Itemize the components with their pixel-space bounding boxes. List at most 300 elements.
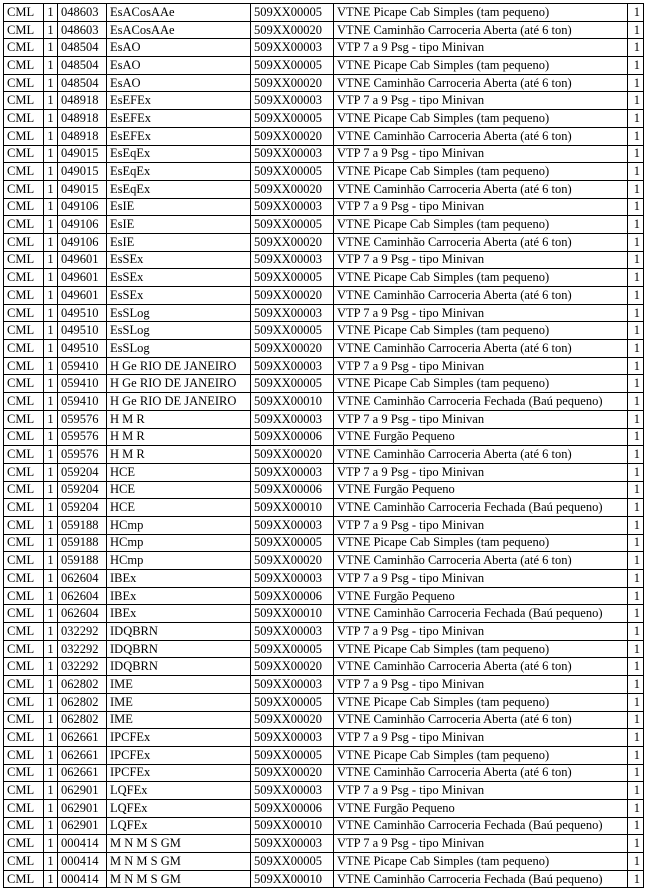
command-cell: CML [4,623,44,641]
table-row [4,428,644,446]
command-cell: CML [4,74,44,92]
unit-code-cell: 059204 [58,481,107,499]
unit-code-cell: 048504 [58,74,107,92]
item-code-cell: 509XX00020 [251,764,334,782]
vehicle-description-cell: VTNE Caminhão Carroceria Aberta (até 6 ton) [334,340,628,358]
unit-name-cell: HCmp [107,534,251,552]
level-cell: 1 [44,711,58,729]
vehicle-description-cell: VTNE Picape Cab Simples (tam pequeno) [334,375,628,393]
vehicle-description-cell: VTNE Caminhão Carroceria Aberta (até 6 ton) [334,552,628,570]
unit-name-cell: LQFEx [107,817,251,835]
unit-name-cell: EsIE [107,216,251,234]
command-cell: CML [4,570,44,588]
vehicle-description-cell: VTP 7 a 9 Psg - tipo Minivan [334,304,628,322]
quantity-cell: 1 [628,782,644,800]
unit-code-cell: 048504 [58,57,107,75]
vehicle-description-cell: VTNE Caminhão Carroceria Aberta (até 6 ton) [334,658,628,676]
quantity-cell: 1 [628,729,644,747]
unit-name-cell: EsACosAAe [107,21,251,39]
command-cell: CML [4,693,44,711]
vehicle-description-cell: VTP 7 a 9 Psg - tipo Minivan [334,145,628,163]
item-code-cell: 509XX00020 [251,74,334,92]
unit-code-cell: 048504 [58,39,107,57]
vehicle-description-cell: VTNE Caminhão Carroceria Fechada (Baú pequeno) [334,499,628,517]
vehicle-description-cell: VTP 7 a 9 Psg - tipo Minivan [334,39,628,57]
command-cell: CML [4,39,44,57]
unit-name-cell: IME [107,693,251,711]
item-code-cell: 509XX00003 [251,39,334,57]
vehicle-description-cell: VTNE Picape Cab Simples (tam pequeno) [334,746,628,764]
item-code-cell: 509XX00020 [251,233,334,251]
vehicle-description-cell: VTNE Caminhão Carroceria Aberta (até 6 ton) [334,127,628,145]
vehicle-description-cell: VTNE Picape Cab Simples (tam pequeno) [334,693,628,711]
command-cell: CML [4,552,44,570]
table-row [4,287,644,305]
item-code-cell: 509XX00003 [251,304,334,322]
unit-name-cell: EsSEx [107,287,251,305]
unit-name-cell: H Ge RIO DE JANEIRO [107,375,251,393]
level-cell: 1 [44,799,58,817]
vehicle-description-cell: VTNE Picape Cab Simples (tam pequeno) [334,269,628,287]
quantity-cell: 1 [628,180,644,198]
vehicle-description-cell: VTNE Picape Cab Simples (tam pequeno) [334,163,628,181]
level-cell: 1 [44,269,58,287]
level-cell: 1 [44,693,58,711]
vehicle-description-cell: VTNE Furgão Pequeno [334,481,628,499]
level-cell: 1 [44,428,58,446]
quantity-cell: 1 [628,393,644,411]
table-row [4,92,644,110]
command-cell: CML [4,4,44,22]
vehicle-description-cell: VTNE Caminhão Carroceria Aberta (até 6 ton) [334,74,628,92]
table-row [4,853,644,871]
quantity-cell: 1 [628,499,644,517]
unit-code-cell: 049510 [58,304,107,322]
item-code-cell: 509XX00020 [251,340,334,358]
quantity-cell: 1 [628,853,644,871]
vehicle-description-cell: VTNE Caminhão Carroceria Fechada (Baú pequeno) [334,870,628,888]
table-row [4,658,644,676]
table-row [4,499,644,517]
unit-code-cell: 059410 [58,357,107,375]
quantity-cell: 1 [628,74,644,92]
command-cell: CML [4,799,44,817]
unit-name-cell: IME [107,711,251,729]
table-row [4,676,644,694]
item-code-cell: 509XX00020 [251,552,334,570]
unit-code-cell: 062901 [58,817,107,835]
quantity-cell: 1 [628,711,644,729]
unit-code-cell: 062802 [58,676,107,694]
unit-code-cell: 062604 [58,570,107,588]
level-cell: 1 [44,623,58,641]
command-cell: CML [4,428,44,446]
unit-code-cell: 049601 [58,287,107,305]
unit-name-cell: M N M S GM [107,853,251,871]
table-row [4,180,644,198]
unit-code-cell: 062901 [58,782,107,800]
unit-code-cell: 059188 [58,534,107,552]
command-cell: CML [4,534,44,552]
command-cell: CML [4,605,44,623]
table-row [4,729,644,747]
vehicle-description-cell: VTNE Picape Cab Simples (tam pequeno) [334,534,628,552]
command-cell: CML [4,587,44,605]
unit-name-cell: M N M S GM [107,835,251,853]
vehicle-description-cell: VTNE Caminhão Carroceria Aberta (até 6 ton) [334,233,628,251]
command-cell: CML [4,853,44,871]
unit-name-cell: EsSEx [107,251,251,269]
item-code-cell: 509XX00003 [251,729,334,747]
quantity-cell: 1 [628,835,644,853]
level-cell: 1 [44,481,58,499]
table-body [4,4,644,888]
table-row [4,782,644,800]
quantity-cell: 1 [628,693,644,711]
level-cell: 1 [44,410,58,428]
unit-code-cell: 048918 [58,127,107,145]
table-row [4,375,644,393]
item-code-cell: 509XX00010 [251,817,334,835]
level-cell: 1 [44,145,58,163]
command-cell: CML [4,764,44,782]
level-cell: 1 [44,446,58,464]
level-cell: 1 [44,552,58,570]
command-cell: CML [4,746,44,764]
level-cell: 1 [44,658,58,676]
vehicle-description-cell: VTP 7 a 9 Psg - tipo Minivan [334,623,628,641]
vehicle-description-cell: VTP 7 a 9 Psg - tipo Minivan [334,410,628,428]
level-cell: 1 [44,251,58,269]
level-cell: 1 [44,4,58,22]
level-cell: 1 [44,746,58,764]
table-row [4,233,644,251]
quantity-cell: 1 [628,340,644,358]
quantity-cell: 1 [628,163,644,181]
command-cell: CML [4,375,44,393]
command-cell: CML [4,499,44,517]
unit-name-cell: EsEqEx [107,145,251,163]
unit-code-cell: 032292 [58,623,107,641]
level-cell: 1 [44,640,58,658]
command-cell: CML [4,322,44,340]
vehicle-description-cell: VTP 7 a 9 Psg - tipo Minivan [334,835,628,853]
unit-code-cell: 049015 [58,163,107,181]
level-cell: 1 [44,304,58,322]
command-cell: CML [4,127,44,145]
unit-code-cell: 062901 [58,799,107,817]
vehicle-description-cell: VTP 7 a 9 Psg - tipo Minivan [334,676,628,694]
unit-code-cell: 000414 [58,870,107,888]
table-row [4,640,644,658]
command-cell: CML [4,782,44,800]
table-row [4,198,644,216]
level-cell: 1 [44,835,58,853]
quantity-cell: 1 [628,233,644,251]
table-row [4,764,644,782]
table-row [4,587,644,605]
item-code-cell: 509XX00005 [251,534,334,552]
unit-name-cell: H Ge RIO DE JANEIRO [107,393,251,411]
item-code-cell: 509XX00003 [251,570,334,588]
quantity-cell: 1 [628,57,644,75]
quantity-cell: 1 [628,605,644,623]
unit-code-cell: 062661 [58,764,107,782]
unit-name-cell: M N M S GM [107,870,251,888]
command-cell: CML [4,304,44,322]
quantity-cell: 1 [628,410,644,428]
command-cell: CML [4,658,44,676]
quantity-cell: 1 [628,746,644,764]
unit-name-cell: EsIE [107,233,251,251]
item-code-cell: 509XX00003 [251,92,334,110]
unit-code-cell: 062661 [58,729,107,747]
vehicle-description-cell: VTP 7 a 9 Psg - tipo Minivan [334,463,628,481]
item-code-cell: 509XX00020 [251,446,334,464]
quantity-cell: 1 [628,552,644,570]
vehicle-description-cell: VTNE Picape Cab Simples (tam pequeno) [334,110,628,128]
quantity-cell: 1 [628,304,644,322]
item-code-cell: 509XX00005 [251,693,334,711]
level-cell: 1 [44,322,58,340]
vehicle-description-cell: VTNE Caminhão Carroceria Fechada (Baú pequeno) [334,605,628,623]
quantity-cell: 1 [628,127,644,145]
table-row [4,163,644,181]
item-code-cell: 509XX00005 [251,4,334,22]
unit-name-cell: IBEx [107,570,251,588]
quantity-cell: 1 [628,640,644,658]
command-cell: CML [4,269,44,287]
unit-name-cell: LQFEx [107,799,251,817]
level-cell: 1 [44,287,58,305]
item-code-cell: 509XX00010 [251,393,334,411]
item-code-cell: 509XX00003 [251,198,334,216]
table-row [4,110,644,128]
command-cell: CML [4,463,44,481]
vehicle-description-cell: VTP 7 a 9 Psg - tipo Minivan [334,357,628,375]
quantity-cell: 1 [628,4,644,22]
command-cell: CML [4,729,44,747]
table-row [4,145,644,163]
unit-name-cell: IME [107,676,251,694]
unit-name-cell: IBEx [107,605,251,623]
unit-code-cell: 049510 [58,340,107,358]
table-row [4,216,644,234]
table-row [4,393,644,411]
level-cell: 1 [44,870,58,888]
table-row [4,57,644,75]
unit-name-cell: HCE [107,481,251,499]
vehicle-description-cell: VTP 7 a 9 Psg - tipo Minivan [334,729,628,747]
item-code-cell: 509XX00005 [251,216,334,234]
level-cell: 1 [44,605,58,623]
command-cell: CML [4,516,44,534]
table-row [4,693,644,711]
item-code-cell: 509XX00003 [251,251,334,269]
level-cell: 1 [44,233,58,251]
table-row [4,304,644,322]
unit-name-cell: EsAO [107,39,251,57]
vehicle-description-cell: VTNE Furgão Pequeno [334,587,628,605]
table-row [4,340,644,358]
unit-name-cell: EsAO [107,57,251,75]
level-cell: 1 [44,57,58,75]
command-cell: CML [4,287,44,305]
command-cell: CML [4,198,44,216]
unit-code-cell: 032292 [58,658,107,676]
quantity-cell: 1 [628,587,644,605]
unit-name-cell: EsIE [107,198,251,216]
level-cell: 1 [44,782,58,800]
table-row [4,835,644,853]
command-cell: CML [4,110,44,128]
command-cell: CML [4,145,44,163]
item-code-cell: 509XX00010 [251,499,334,517]
level-cell: 1 [44,499,58,517]
command-cell: CML [4,393,44,411]
quantity-cell: 1 [628,92,644,110]
item-code-cell: 509XX00006 [251,587,334,605]
table-row [4,21,644,39]
unit-code-cell: 059188 [58,552,107,570]
quantity-cell: 1 [628,481,644,499]
level-cell: 1 [44,127,58,145]
item-code-cell: 509XX00003 [251,145,334,163]
quantity-cell: 1 [628,198,644,216]
item-code-cell: 509XX00005 [251,110,334,128]
vehicle-description-cell: VTNE Caminhão Carroceria Aberta (até 6 ton) [334,287,628,305]
vehicle-description-cell: VTNE Caminhão Carroceria Aberta (até 6 ton) [334,764,628,782]
unit-name-cell: IDQBRN [107,658,251,676]
quantity-cell: 1 [628,799,644,817]
item-code-cell: 509XX00020 [251,711,334,729]
unit-code-cell: 059188 [58,516,107,534]
command-cell: CML [4,446,44,464]
command-cell: CML [4,357,44,375]
level-cell: 1 [44,375,58,393]
table-row [4,570,644,588]
unit-code-cell: 049510 [58,322,107,340]
quantity-cell: 1 [628,39,644,57]
unit-name-cell: IBEx [107,587,251,605]
item-code-cell: 509XX00006 [251,428,334,446]
unit-code-cell: 000414 [58,835,107,853]
level-cell: 1 [44,340,58,358]
item-code-cell: 509XX00020 [251,127,334,145]
unit-name-cell: EsEFEx [107,110,251,128]
unit-name-cell: HCE [107,463,251,481]
level-cell: 1 [44,110,58,128]
table-row [4,4,644,22]
table-row [4,552,644,570]
vehicle-description-cell: VTP 7 a 9 Psg - tipo Minivan [334,198,628,216]
unit-code-cell: 059576 [58,446,107,464]
vehicle-description-cell: VTNE Caminhão Carroceria Fechada (Baú pequeno) [334,393,628,411]
unit-code-cell: 048918 [58,92,107,110]
vehicle-description-cell: VTNE Picape Cab Simples (tam pequeno) [334,853,628,871]
table-row [4,322,644,340]
quantity-cell: 1 [628,764,644,782]
command-cell: CML [4,57,44,75]
quantity-cell: 1 [628,269,644,287]
item-code-cell: 509XX00005 [251,746,334,764]
table-row [4,410,644,428]
table-row [4,817,644,835]
table-row [4,39,644,57]
level-cell: 1 [44,676,58,694]
item-code-cell: 509XX00020 [251,180,334,198]
level-cell: 1 [44,516,58,534]
unit-code-cell: 048603 [58,21,107,39]
unit-code-cell: 049106 [58,198,107,216]
item-code-cell: 509XX00020 [251,21,334,39]
item-code-cell: 509XX00005 [251,322,334,340]
item-code-cell: 509XX00003 [251,835,334,853]
level-cell: 1 [44,39,58,57]
unit-code-cell: 049601 [58,269,107,287]
unit-code-cell: 059576 [58,428,107,446]
vehicle-description-cell: VTNE Furgão Pequeno [334,799,628,817]
quantity-cell: 1 [628,623,644,641]
vehicle-description-cell: VTNE Picape Cab Simples (tam pequeno) [334,57,628,75]
level-cell: 1 [44,463,58,481]
unit-code-cell: 059410 [58,375,107,393]
vehicle-description-cell: VTNE Picape Cab Simples (tam pequeno) [334,216,628,234]
unit-name-cell: HCE [107,499,251,517]
table-row [4,74,644,92]
vehicle-description-cell: VTP 7 a 9 Psg - tipo Minivan [334,92,628,110]
vehicle-description-cell: VTNE Picape Cab Simples (tam pequeno) [334,640,628,658]
command-cell: CML [4,216,44,234]
level-cell: 1 [44,216,58,234]
unit-name-cell: IDQBRN [107,623,251,641]
unit-code-cell: 049106 [58,233,107,251]
quantity-cell: 1 [628,446,644,464]
item-code-cell: 509XX00003 [251,623,334,641]
item-code-cell: 509XX00003 [251,357,334,375]
unit-name-cell: EsEFEx [107,92,251,110]
level-cell: 1 [44,180,58,198]
vehicle-description-cell: VTP 7 a 9 Psg - tipo Minivan [334,251,628,269]
command-cell: CML [4,21,44,39]
vehicle-description-cell: VTP 7 a 9 Psg - tipo Minivan [334,782,628,800]
unit-name-cell: IPCFEx [107,729,251,747]
unit-name-cell: HCmp [107,516,251,534]
level-cell: 1 [44,853,58,871]
command-cell: CML [4,410,44,428]
unit-name-cell: IDQBRN [107,640,251,658]
unit-code-cell: 032292 [58,640,107,658]
table-row [4,269,644,287]
command-cell: CML [4,163,44,181]
unit-code-cell: 059204 [58,499,107,517]
unit-name-cell: EsEqEx [107,163,251,181]
quantity-cell: 1 [628,817,644,835]
unit-code-cell: 059204 [58,463,107,481]
vehicle-description-cell: VTP 7 a 9 Psg - tipo Minivan [334,516,628,534]
command-cell: CML [4,640,44,658]
command-cell: CML [4,92,44,110]
unit-code-cell: 049015 [58,180,107,198]
item-code-cell: 509XX00005 [251,163,334,181]
item-code-cell: 509XX00020 [251,287,334,305]
item-code-cell: 509XX00003 [251,410,334,428]
level-cell: 1 [44,587,58,605]
unit-code-cell: 049601 [58,251,107,269]
table-row [4,446,644,464]
quantity-cell: 1 [628,676,644,694]
table-row [4,463,644,481]
